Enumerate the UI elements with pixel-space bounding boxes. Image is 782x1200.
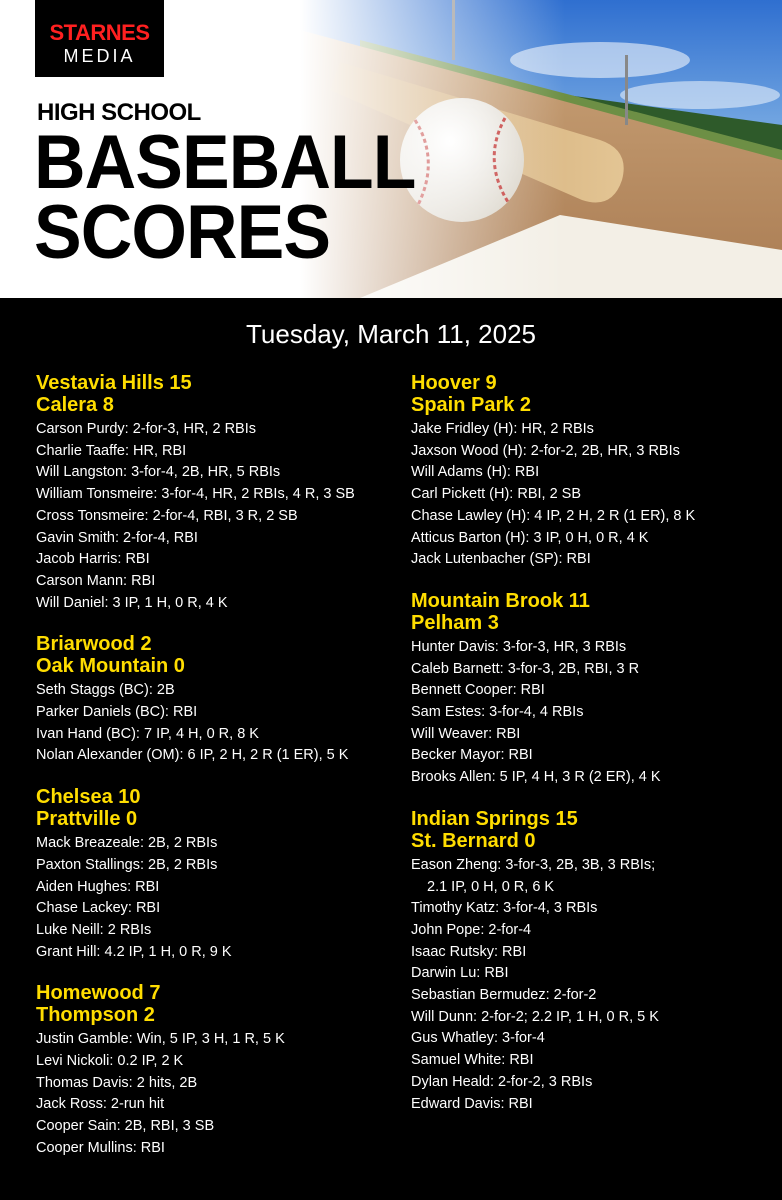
left-column xyxy=(36,372,406,1179)
headline-baseball: BASEBALL xyxy=(34,120,416,205)
player-stat-line: Jack Lutenbacher (SP): RBI xyxy=(411,551,591,568)
player-stat-line: Levi Nickoli: 0.2 IP, 2 K xyxy=(36,1053,184,1070)
player-stat-line: Gavin Smith: 2-for-4, RBI xyxy=(36,529,198,546)
player-stat-line: Justin Gamble: Win, 5 IP, 3 H, 1 R, 5 K xyxy=(36,1031,285,1048)
player-stat-line: Samuel White: RBI xyxy=(411,1052,534,1069)
player-stat-line: Caleb Barnett: 3-for-3, 2B, RBI, 3 R xyxy=(411,660,640,677)
player-stat-line: Jack Ross: 2-run hit xyxy=(36,1096,165,1113)
team-score: Homewood 7 xyxy=(36,982,161,1005)
team-score: Mountain Brook 11 xyxy=(411,589,590,612)
player-stat-line: Ivan Hand (BC): 7 IP, 4 H, 0 R, 8 K xyxy=(36,725,259,742)
player-stat-line: Will Weaver: RBI xyxy=(411,725,521,742)
team-score: Indian Springs 15 xyxy=(411,807,578,830)
logo-wordmark-top: STARNES xyxy=(49,20,150,45)
player-stat-line: Carl Pickett (H): RBI, 2 SB xyxy=(411,486,582,503)
player-stat-line: Eason Zheng: 3-for-3, 2B, 3B, 3 RBIs; xyxy=(411,856,656,873)
game-block xyxy=(36,372,406,614)
game-block xyxy=(411,590,771,789)
player-stat-line: Hunter Davis: 3-for-3, HR, 3 RBIs xyxy=(411,638,627,655)
team-score: Spain Park 2 xyxy=(411,394,532,416)
team-score: Calera 8 xyxy=(36,394,114,416)
right-column xyxy=(411,372,771,1134)
player-stat-line: Luke Neill: 2 RBIs xyxy=(36,921,152,938)
player-stat-line: Carson Mann: RBI xyxy=(36,572,156,589)
player-stat-line: Carson Purdy: 2-for-3, HR, 2 RBIs xyxy=(36,421,256,437)
player-stat-line: Darwin Lu: RBI xyxy=(411,965,509,982)
team-score: Briarwood 2 xyxy=(36,633,152,656)
logo-wordmark-bottom: MEDIA xyxy=(63,46,136,66)
game-block xyxy=(36,982,406,1159)
starnes-media-logo xyxy=(35,0,164,77)
team-score: Vestavia Hills 15 xyxy=(36,372,192,394)
player-stat-line: Grant Hill: 4.2 IP, 1 H, 0 R, 9 K xyxy=(36,943,232,960)
player-stat-line: Gus Whatley: 3-for-4 xyxy=(411,1030,545,1047)
player-stat-line: Isaac Rutsky: RBI xyxy=(411,943,527,960)
header-banner xyxy=(0,0,782,298)
player-stat-line: Mack Breazeale: 2B, 2 RBIs xyxy=(36,835,218,852)
player-stat-line: Sam Estes: 3-for-4, 4 RBIs xyxy=(411,704,584,721)
player-stat-line: Sebastian Bermudez: 2-for-2 xyxy=(411,987,597,1004)
player-stat-line: Will Dunn: 2-for-2; 2.2 IP, 1 H, 0 R, 5 K xyxy=(411,1008,659,1025)
player-stat-line: Cooper Sain: 2B, RBI, 3 SB xyxy=(36,1118,215,1135)
player-stat-line: Will Adams (H): RBI xyxy=(411,464,540,481)
player-stat-line: Cooper Mullins: RBI xyxy=(36,1139,165,1156)
player-stat-line: Aiden Hughes: RBI xyxy=(36,878,160,895)
player-stat-line: William Tonsmeire: 3-for-4, HR, 2 RBIs, 4 R, 3 SB xyxy=(36,486,355,503)
player-stat-line: Chase Lawley (H): 4 IP, 2 H, 2 R (1 ER), 8 K xyxy=(411,507,696,524)
player-stat-line: Parker Daniels (BC): RBI xyxy=(36,704,198,721)
player-stat-line: Chase Lackey: RBI xyxy=(36,900,161,917)
player-stat-line: Seth Staggs (BC): 2B xyxy=(36,682,175,699)
team-score: Oak Mountain 0 xyxy=(36,655,185,678)
player-stat-line: Atticus Barton (H): 3 IP, 0 H, 0 R, 4 K xyxy=(411,529,649,546)
player-stat-line: Will Daniel: 3 IP, 1 H, 0 R, 4 K xyxy=(36,594,228,611)
player-stat-line: Thomas Davis: 2 hits, 2B xyxy=(36,1074,198,1091)
team-score: Chelsea 10 xyxy=(36,786,141,809)
team-score: Prattville 0 xyxy=(36,808,138,831)
game-date: Tuesday, March 11, 2025 xyxy=(245,319,536,349)
game-block xyxy=(411,372,771,571)
player-stat-line: Cross Tonsmeire: 2-for-4, RBI, 3 R, 2 SB xyxy=(36,507,298,524)
player-stat-line: Paxton Stallings: 2B, 2 RBIs xyxy=(36,856,218,873)
player-stat-line: Becker Mayor: RBI xyxy=(411,747,533,764)
player-stat-line: Edward Davis: RBI xyxy=(411,1095,533,1112)
player-stat-line: John Pope: 2-for-4 xyxy=(411,921,532,938)
player-stat-line: Jake Fridley (H): HR, 2 RBIs xyxy=(411,421,594,437)
player-stat-line: Will Langston: 3-for-4, 2B, HR, 5 RBIs xyxy=(36,464,281,481)
player-stat-line: Bennett Cooper: RBI xyxy=(411,682,545,699)
kicker-high-school: HIGH SCHOOL xyxy=(37,99,201,126)
player-stat-line: Jaxson Wood (H): 2-for-2, 2B, HR, 3 RBIs xyxy=(411,442,680,459)
game-block xyxy=(411,808,771,1115)
game-block xyxy=(36,633,406,767)
team-score: Hoover 9 xyxy=(411,372,497,394)
player-stat-line-continued: 2.1 IP, 0 H, 0 R, 6 K xyxy=(427,878,555,895)
player-stat-line: Nolan Alexander (OM): 6 IP, 2 H, 2 R (1 ER), 5 K xyxy=(36,747,349,764)
team-score: Thompson 2 xyxy=(36,1004,155,1027)
team-score: St. Bernard 0 xyxy=(411,829,536,852)
player-stat-line: Brooks Allen: 5 IP, 4 H, 3 R (2 ER), 4 K xyxy=(411,769,661,786)
headline-scores: SCORES xyxy=(34,190,331,275)
player-stat-line: Charlie Taaffe: HR, RBI xyxy=(36,442,187,459)
game-block xyxy=(36,786,406,963)
player-stat-line: Timothy Katz: 3-for-4, 3 RBIs xyxy=(411,900,598,917)
player-stat-line: Dylan Heald: 2-for-2, 3 RBIs xyxy=(411,1073,593,1090)
team-score: Pelham 3 xyxy=(411,611,499,634)
player-stat-line: Jacob Harris: RBI xyxy=(36,551,150,568)
